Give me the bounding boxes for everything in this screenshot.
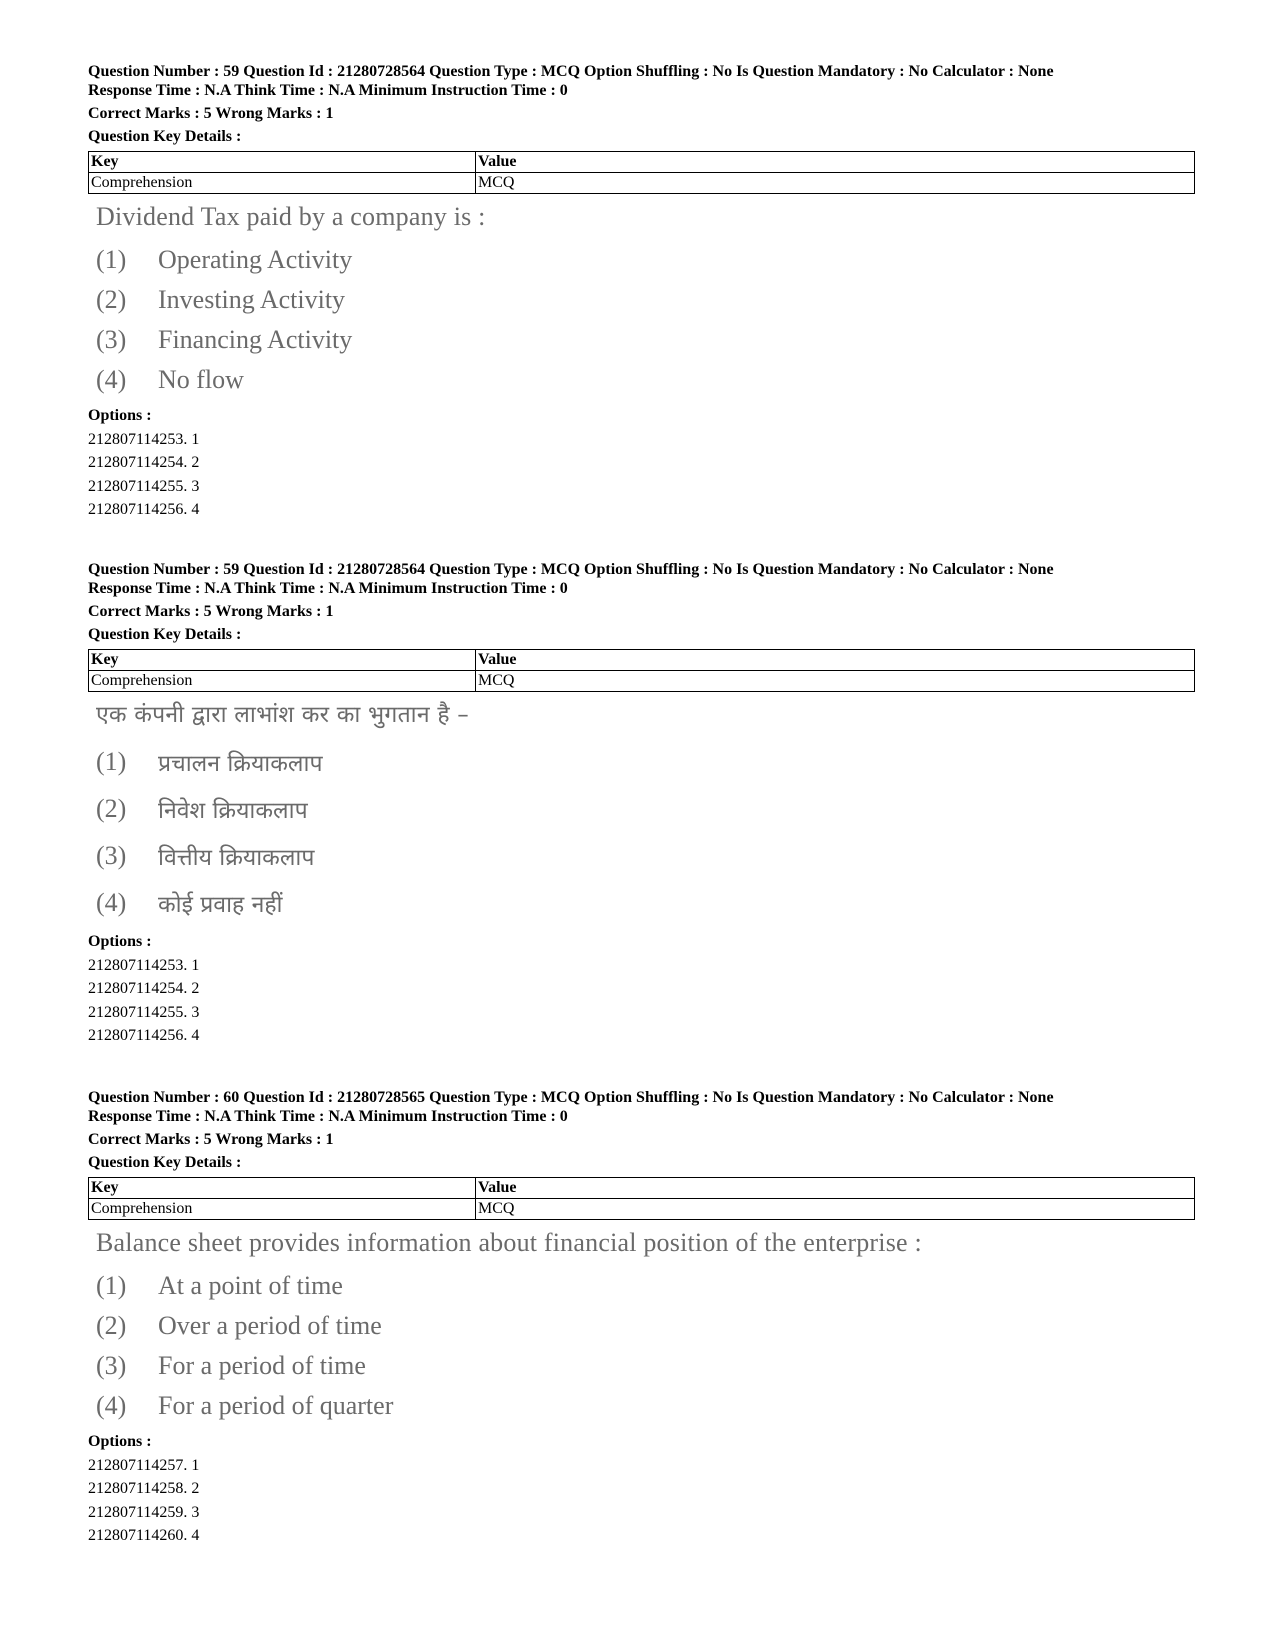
choice-text: No flow bbox=[158, 365, 244, 394]
question-meta bbox=[88, 1088, 1195, 1172]
key-header: Key bbox=[89, 650, 476, 671]
choice-1 bbox=[96, 240, 1195, 280]
choice-3 bbox=[96, 1346, 1195, 1386]
question-meta-line-2: Response Time : N.A Think Time : N.A Minimum Instruction Time : 0 bbox=[88, 1108, 568, 1125]
choice-number: (2) bbox=[96, 1311, 127, 1340]
choice-number: (1) bbox=[96, 1271, 127, 1300]
option-item: 212807114257. 1 bbox=[88, 1456, 200, 1474]
key-header: Key bbox=[89, 152, 476, 173]
value-header: Value bbox=[476, 650, 1195, 671]
choice-4 bbox=[96, 879, 1195, 926]
choice-number: (4) bbox=[96, 887, 127, 917]
question-block-59-hindi bbox=[88, 560, 1195, 1048]
option-item: 212807114254. 2 bbox=[88, 980, 200, 997]
choice-2 bbox=[96, 785, 1195, 832]
choice-text: At a point of time bbox=[158, 1271, 343, 1300]
choice-number: (3) bbox=[96, 1351, 127, 1380]
choice-text: For a period of time bbox=[158, 1351, 366, 1380]
choice-number: (2) bbox=[96, 793, 127, 823]
value-header: Value bbox=[476, 1178, 1195, 1199]
choice-text: निवेश क्रियाकलाप bbox=[158, 797, 308, 824]
option-item: 212807114255. 3 bbox=[88, 1003, 200, 1021]
question-meta-line-2: Response Time : N.A Think Time : N.A Minimum Instruction Time : 0 bbox=[88, 82, 568, 99]
options-label: Options : bbox=[88, 933, 152, 950]
option-item: 212807114254. 2 bbox=[88, 454, 200, 471]
options-label: Options : bbox=[88, 407, 152, 424]
option-item: 212807114258. 2 bbox=[88, 1480, 200, 1497]
marks-line: Correct Marks : 5 Wrong Marks : 1 bbox=[88, 105, 334, 122]
option-item: 212807114253. 1 bbox=[88, 956, 200, 974]
option-item: 212807114256. 4 bbox=[88, 1027, 200, 1044]
value-cell: MCQ bbox=[476, 671, 1195, 692]
table-row bbox=[89, 173, 1195, 194]
key-cell: Comprehension bbox=[89, 1199, 476, 1220]
choice-text: प्रचालन क्रियाकलाप bbox=[158, 750, 323, 777]
choice-2 bbox=[96, 280, 1195, 320]
choice-text: वित्तीय क्रियाकलाप bbox=[158, 844, 315, 871]
choice-text: Over a period of time bbox=[158, 1311, 382, 1340]
key-details-label: Question Key Details : bbox=[88, 128, 242, 145]
choice-number: (4) bbox=[96, 365, 127, 394]
choice-1 bbox=[96, 738, 1195, 785]
choice-4 bbox=[96, 360, 1195, 400]
marks-line: Correct Marks : 5 Wrong Marks : 1 bbox=[88, 603, 334, 620]
key-cell: Comprehension bbox=[89, 173, 476, 194]
option-item: 212807114256. 4 bbox=[88, 501, 200, 518]
choice-3 bbox=[96, 320, 1195, 360]
key-details-label: Question Key Details : bbox=[88, 626, 242, 643]
question-meta bbox=[88, 560, 1195, 644]
options-list bbox=[88, 1430, 1195, 1548]
choice-text: Financing Activity bbox=[158, 325, 353, 354]
key-details-table bbox=[88, 1177, 1195, 1220]
option-item: 212807114255. 3 bbox=[88, 477, 200, 495]
choice-number: (3) bbox=[96, 325, 127, 354]
question-block-59-english bbox=[88, 62, 1195, 522]
marks-line: Correct Marks : 5 Wrong Marks : 1 bbox=[88, 1131, 334, 1148]
question-meta-line-2: Response Time : N.A Think Time : N.A Minimum Instruction Time : 0 bbox=[88, 580, 568, 597]
question-stem: Dividend Tax paid by a company is : bbox=[96, 202, 486, 231]
choice-number: (3) bbox=[96, 840, 127, 870]
choice-number: (1) bbox=[96, 245, 127, 274]
table-row bbox=[89, 1199, 1195, 1220]
question-meta bbox=[88, 62, 1195, 146]
options-label: Options : bbox=[88, 1433, 152, 1450]
option-item: 212807114259. 3 bbox=[88, 1503, 200, 1521]
choice-number: (4) bbox=[96, 1391, 127, 1420]
value-header: Value bbox=[476, 152, 1195, 173]
choice-text: Operating Activity bbox=[158, 245, 353, 274]
table-header-row bbox=[89, 152, 1195, 173]
choice-2 bbox=[96, 1306, 1195, 1346]
key-header: Key bbox=[89, 1178, 476, 1199]
choice-number: (2) bbox=[96, 285, 127, 314]
option-item: 212807114253. 1 bbox=[88, 430, 200, 448]
choice-text: For a period of quarter bbox=[158, 1391, 394, 1420]
table-header-row bbox=[89, 1178, 1195, 1199]
choice-1 bbox=[96, 1266, 1195, 1306]
question-stem: Balance sheet provides information about financial position of the enterprise : bbox=[96, 1228, 922, 1257]
choice-number: (1) bbox=[96, 746, 127, 776]
choice-4 bbox=[96, 1386, 1195, 1426]
key-details-table bbox=[88, 151, 1195, 194]
question-image bbox=[96, 202, 1195, 400]
choice-text: कोई प्रवाह नहीं bbox=[158, 891, 283, 918]
key-details-table bbox=[88, 649, 1195, 692]
question-meta-line-1: Question Number : 59 Question Id : 21280728564 Question Type : MCQ Option Shuffling : No Is Question Mandatory : No Calculator : None bbox=[88, 561, 1054, 578]
value-cell: MCQ bbox=[476, 1199, 1195, 1220]
table-row bbox=[89, 671, 1195, 692]
question-block-60-english bbox=[88, 1088, 1195, 1548]
table-header-row bbox=[89, 650, 1195, 671]
choice-3 bbox=[96, 832, 1195, 879]
choice-text: Investing Activity bbox=[158, 285, 346, 314]
key-details-label: Question Key Details : bbox=[88, 1154, 242, 1171]
value-cell: MCQ bbox=[476, 173, 1195, 194]
question-image bbox=[96, 1228, 1195, 1426]
question-meta-line-1: Question Number : 60 Question Id : 21280728565 Question Type : MCQ Option Shuffling : No Is Question Mandatory : No Calculator : None bbox=[88, 1089, 1054, 1106]
question-meta-line-1: Question Number : 59 Question Id : 21280728564 Question Type : MCQ Option Shuffling : No Is Question Mandatory : No Calculator : None bbox=[88, 63, 1054, 80]
options-list bbox=[88, 404, 1195, 522]
question-image bbox=[96, 700, 1195, 926]
options-list bbox=[88, 930, 1195, 1048]
question-stem: एक कंपनी द्वारा लाभांश कर का भुगतान है – bbox=[96, 702, 469, 728]
option-item: 212807114260. 4 bbox=[88, 1527, 200, 1544]
key-cell: Comprehension bbox=[89, 671, 476, 692]
